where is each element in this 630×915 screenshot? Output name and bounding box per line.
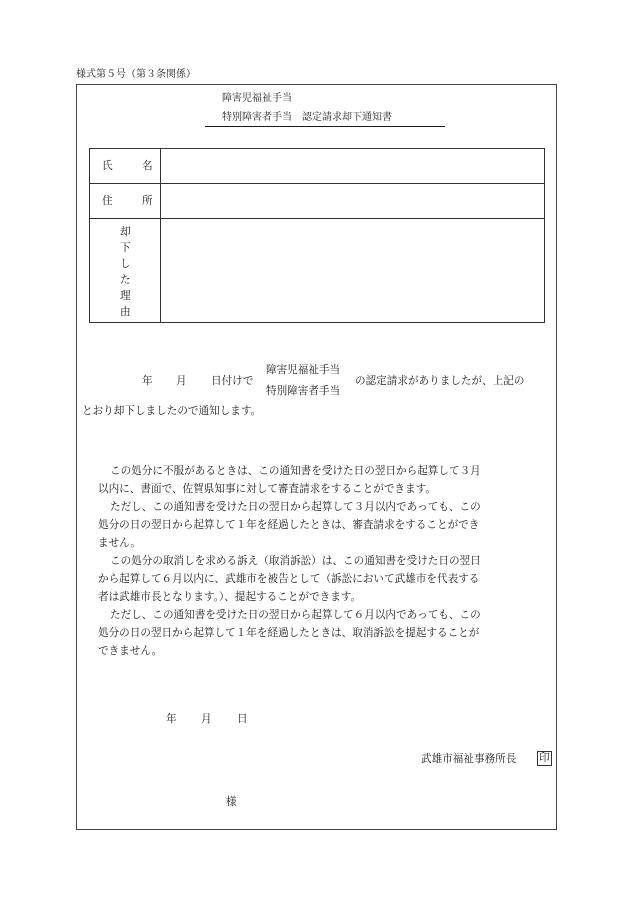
seal-mark bbox=[537, 751, 552, 766]
issue-month: 月 bbox=[201, 713, 212, 725]
name-label-char-2: 名 bbox=[142, 160, 153, 172]
reason-label-char: た bbox=[120, 274, 131, 286]
reason-label-char: し bbox=[120, 258, 131, 270]
reason-label-char: 由 bbox=[120, 306, 131, 318]
title-underline bbox=[205, 126, 445, 127]
issue-year: 年 bbox=[166, 713, 177, 725]
address-label-char-1: 住 bbox=[102, 195, 113, 207]
name-label-char-1: 氏 bbox=[102, 160, 113, 172]
addressee-honorific: 様 bbox=[226, 796, 237, 808]
seal-box: 印 bbox=[539, 752, 550, 764]
appeal-line: この処分の取消しを求める訴え（取消訴訟）は、この通知書を受けた日の翌日 bbox=[110, 555, 481, 567]
appeal-line: ただし、この通知書を受けた日の翌日から起算して３月以内であっても、この bbox=[110, 501, 481, 513]
appeal-line: 処分の日の翌日から起算して１年を経過したときは、取消訴訟を提起することが bbox=[98, 627, 480, 639]
reason-label-char: 下 bbox=[120, 242, 131, 254]
appeal-line: 者は武雄市長となります。）、提起することができます。 bbox=[98, 591, 362, 603]
notice-line-1-tail: の認定請求がありましたが、上記の bbox=[355, 375, 525, 387]
table-row-name bbox=[90, 149, 544, 184]
notice-line-2: とおり却下しましたので通知します。 bbox=[82, 405, 262, 417]
appeal-line: から起算して６月以内に、武雄市を被告として（訴訟において武雄市を代表する bbox=[98, 573, 480, 585]
appeal-line: ません。 bbox=[98, 537, 142, 549]
appeal-line: ただし、この通知書を受けた日の翌日から起算して６月以内であっても、この bbox=[110, 609, 481, 621]
notice-day-suffix: 日付けで bbox=[211, 375, 254, 387]
title-line-2: 特別障害者手当 認定請求却下通知書 bbox=[222, 112, 392, 123]
notice-month: 月 bbox=[176, 375, 187, 387]
recipient-info-table bbox=[89, 148, 545, 323]
form-number-label: 様式第５号（第３条関係） bbox=[76, 69, 196, 80]
reason-label-char: 理 bbox=[120, 290, 131, 302]
appeal-line: できません。 bbox=[98, 645, 163, 657]
reason-label-char: 却 bbox=[120, 226, 131, 238]
notice-year: 年 bbox=[142, 375, 153, 387]
appeal-line: この処分に不服があるときは、この通知書を受けた日の翌日から起算して３月 bbox=[110, 465, 481, 477]
notice-allowance-1: 障害児福祉手当 bbox=[266, 364, 341, 376]
appeal-line: 以内に、書面で、佐賀県知事に対して審査請求をすることができます。 bbox=[98, 483, 436, 495]
table-row-address bbox=[90, 184, 544, 219]
issue-day: 日 bbox=[237, 713, 248, 725]
appeal-line: 処分の日の翌日から起算して１年を経過したときは、審査請求をすることができ bbox=[98, 519, 480, 531]
title-line-1: 障害児福祉手当 bbox=[222, 93, 292, 104]
table-row-reason bbox=[90, 219, 544, 323]
address-label-char-2: 所 bbox=[142, 195, 153, 207]
issuer-title: 武雄市福祉事務所長 bbox=[421, 753, 517, 765]
notice-allowance-2: 特別障害者手当 bbox=[266, 385, 341, 397]
